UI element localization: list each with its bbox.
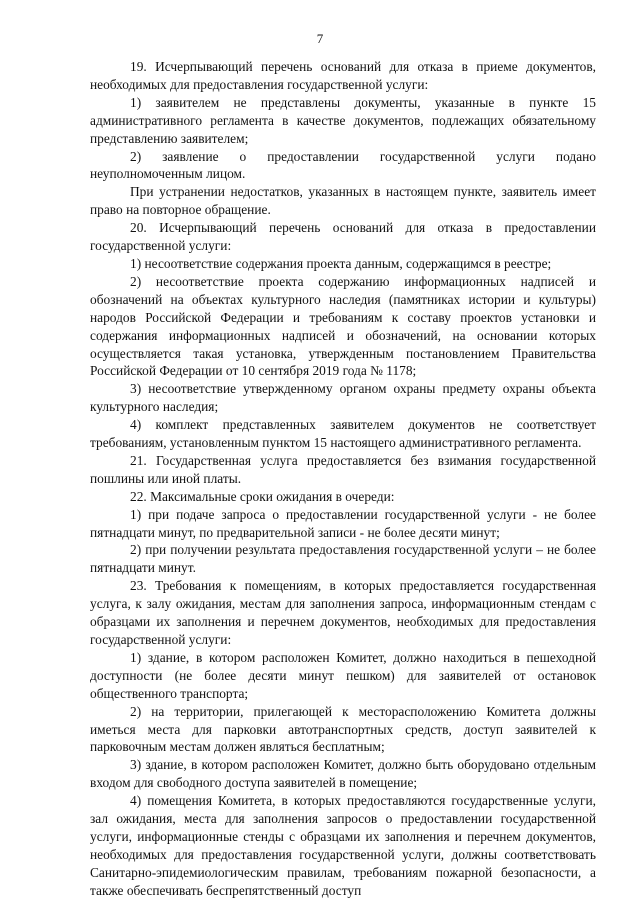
paragraph-23-heading: 23. Требования к помещениям, в которых предоставляется государственная услуга, к залу ожидания, местам для заполнения запроса, информационным стендам с образцами их заполнения и перечнем документов, необходимых для предоставления государственной услуги: (90, 578, 596, 647)
paragraph-19-item-1: 1) заявителем не представлены документы, указанные в пункте 15 административного регламента в качестве документов, подлежащих обязательному представлению заявителем; (90, 94, 596, 146)
document-body (90, 58, 596, 900)
paragraph-20-item-1: 1) несоответствие содержания проекта данным, содержащимся в реестре; (130, 255, 552, 271)
paragraph-19-note: При устранении недостатков, указанных в настоящем пункте, заявитель имеет право на повторное обращение. (90, 184, 596, 218)
paragraph-23-item-3: 3) здание, в котором расположен Комитет, должно быть оборудовано отдельным входом для свободного доступа заявителей в помещение; (90, 757, 596, 791)
paragraph-19-item-2: 2) заявление о предоставлении государственной услуги подано неуполномоченным лицом. (90, 148, 596, 182)
paragraph-20-item-4: 4) комплект представленных заявителем документов не соответствует требованиям, установленным пунктом 15 настоящего административного регламента. (90, 417, 596, 451)
paragraph-23-item-1: 1) здание, в котором расположен Комитет, должно находиться в пешеходной доступности (не более десяти минут пешком) для заявителей от остановок общественного транспорта; (90, 649, 596, 701)
paragraph-23-item-4: 4) помещения Комитета, в которых предоставляются государственные услуги, зал ожидания, места для заполнения запросов о предоставлении государственной услуги, информационные стенды с образцами их заполнения и перечнем документов, необходимых для предоставления государственной услуги, должны соответствовать Санитарно-эпидемиологическим правилам, требованиям пожарной безопасности, а также обеспечивать беспрепятственный доступ (90, 793, 596, 898)
paragraph-20-item-2: 2) несоответствие проекта содержанию информационных надписей и обозначений на объектах культурного наследия (памятниках истории и культуры) народов Российской Федерации и требованиям к составу проектов установки и содержания информационных надписей и обозначений, на основании которых осуществляется такая установка, утвержденным постановлением Правительства Российской Федерации от 10 сентября 2019 года № 1178; (90, 273, 596, 379)
paragraph-22-item-2: 2) при получении результата предоставления государственной услуги – не более пятнадцати минут. (90, 542, 596, 576)
paragraph-19-heading: 19. Исчерпывающий перечень оснований для отказа в приеме документов, необходимых для предоставления государственной услуги: (90, 59, 596, 92)
paragraph-22-item-1: 1) при подаче запроса о предоставлении государственной услуги - не более пятнадцати минут, по предварительной записи - не более десяти минут; (90, 506, 596, 540)
paragraph-23-item-2: 2) на территории, прилегающей к месторасположению Комитета должны иметься места для парковки автотранспортных средств, доступ заявителей к парковочным местам должен являться бесплатным; (90, 703, 596, 755)
paragraph-20-item-3: 3) несоответствие утвержденному органом охраны предмету охраны объекта культурного наследия; (90, 381, 596, 415)
paragraph-20-heading: 20. Исчерпывающий перечень оснований для отказа в предоставлении государственной услуги: (90, 220, 596, 254)
paragraph-22-heading: 22. Максимальные сроки ожидания в очереди: (130, 488, 395, 504)
page-number: 7 (316, 31, 324, 46)
paragraph-21: 21. Государственная услуга предоставляется без взимания государственной пошлины или иной платы. (90, 452, 596, 486)
